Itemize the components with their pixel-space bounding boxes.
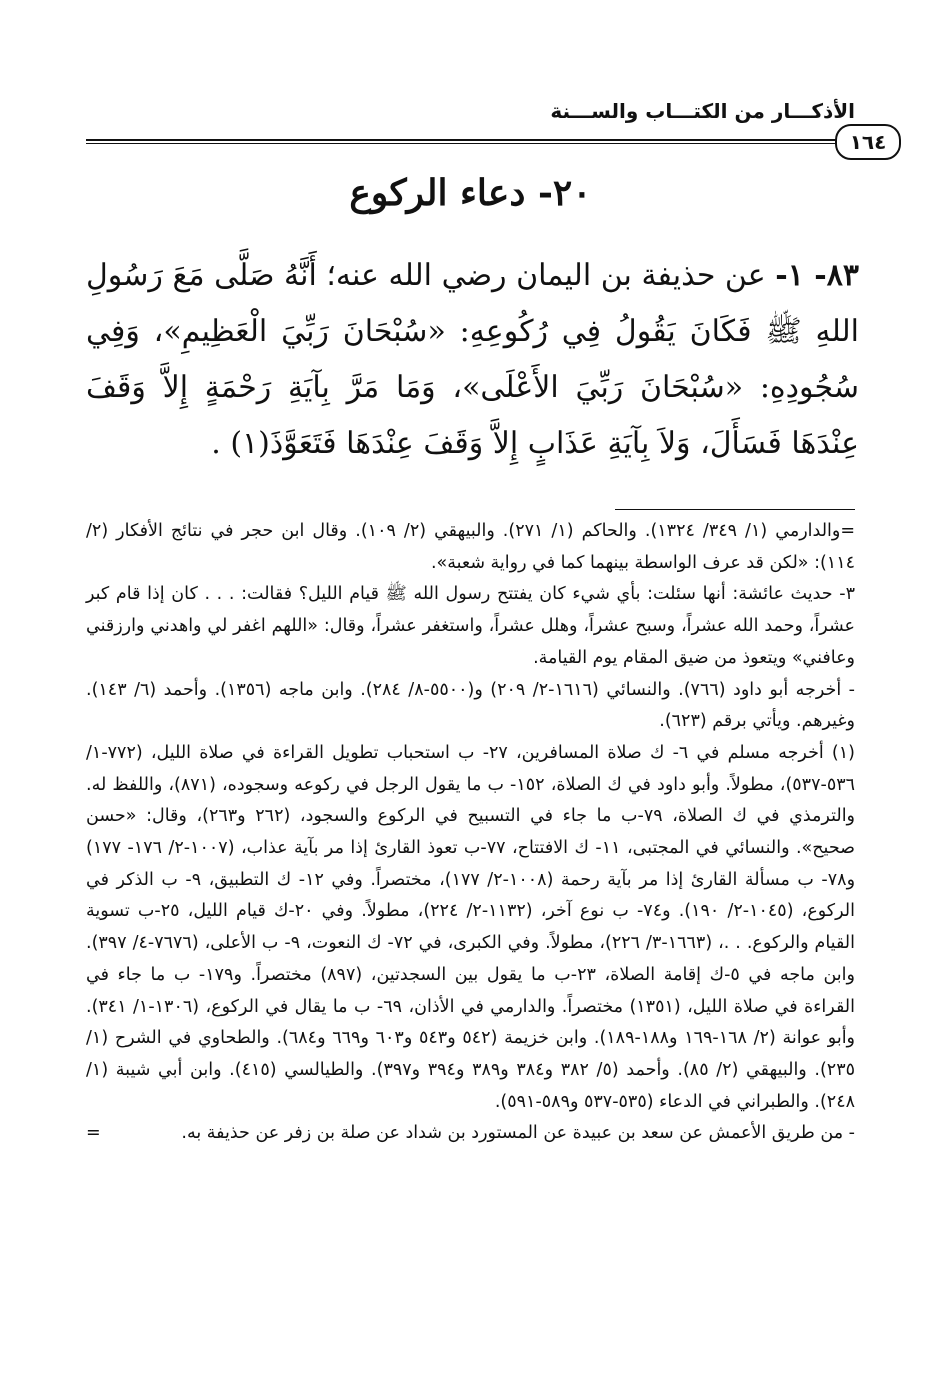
page-number: ١٦٤ <box>835 124 901 160</box>
header-rule-thin <box>86 143 841 144</box>
footnote-continuation: =والدارمي (١/ ٣٤٩/ ١٣٢٤). والحاكم (١/ ٢٧١). والبيهقي (٢/ ١٠٩). وقال ابن حجر في نتائج الأفكار (٢/ ١١٤): «لكن قد عرف الواسطة بينهما كما في رواية شعبة». <box>86 521 855 573</box>
footnote-chain: - من طريق الأعمش عن سعد بن عبيدة عن المستورد بن شداد عن صلة بن زفر عن حذيفة به. <box>181 1123 855 1144</box>
footnote-1: (١) أخرجه مسلم في ٦- ك صلاة المسافرين، ٢٧- ب استحباب تطويل القراءة في صلاة الليل، (٧٧٢-١/ ٥٣٦-٥٣٧)، مطولاً. وأبو داود في ك الصلاة، ١٥٢- ب ما يقول الرجل في ركوعه وسجوده، (٨٧١)، واللفظ له. والترمذي في ك الصلاة، ٧٩-ب ما جاء في التسبيح في الركوع والسجود، (٢٦٢ و٢٦٣)، وقال: «حسن صحيح». والنسائي في المجتبى، ١١- ك الافتتاح، ٧٧-ب تعوذ القارئ إذا مر بآية عذاب، (١٠٠٧-٢/ ١٧٦- ١٧٧) و٧٨- ب مسألة القارئ إذا مر بآية رحمة (١٠٠٨-٢/ ١٧٧)، مختصراً. وفي ١٢- ك التطبيق، ٩- ب الذكر في الركوع، (١٠٤٥-٢/ ١٩٠). و٧٤- ب نوع آخر، (١١٣٢-٢/ ٢٢٤)، مطولاً. وفي ٢٠-ك قيام الليل، ٢٥-ب تسوية القيام والركوع. . .، (١٦٦٣-٣/ ٢٢٦)، مطولاً. وفي الكبرى، في ٧٢- ك النعوت، ٩- ب الأعلى، (٧٦٧٦-٤/ ٣٩٧). وابن ماجه في ٥-ك إقامة الصلاة، ٢٣-ب ما يقول بين السجدتين، (٨٩٧) مختصراً. و١٧٩- ب ما جاء في القراءة في صلاة الليل، (١٣٥١) مختصراً. والدارمي في الأذان، ٦٩- ب ما يقال في الركوع، (١٣٠٦-١/ ٣٤١). وأبو عوانة (٢/ ١٦٨-١٦٩ و١٨٨-١٨٩). وابن خزيمة (٥٤٢ و٥٤٣ و٦٠٣ و٦٦٩ و٦٨٤). والطحاوي في الشرح (١/ ٢٣٥). والبيهقي (٢/ ٨٥). وأحمد (٥/ ٣٨٢ و٣٨٤ و٣٨٩ و٣٩٤ و٣٩٧). والطيالسي (٤١٥). وابن أبي شيبة (١/ ٢٤٨). والطبراني في الدعاء (٥٣٥-٥٣٧ و٥٨٩-٥٩١). <box>86 742 856 1112</box>
hadith-text: عن حذيفة بن اليمان رضي الله عنه؛ أَنَّهُ صَلَّى مَعَ رَسُولِ اللهِ ﷺ فَكَانَ يَقُولُ فِي رُكُوعِهِ: «سُبْحَانَ رَبِّيَ الْعَظِيمِ»، وَفِي سُجُودِهِ: «سُبْحَانَ رَبِّيَ الأَعْلَى»، وَمَا مَرَّ بِآيَةِ رَحْمَةٍ إِلاَّ وَقَفَ عِنْدَهَا فَسَأَلَ، وَلاَ بِآيَةِ عَذَابٍ إِلاَّ وَقَفَ عِنْدَهَا فَتَعَوَّذَ(١) . <box>86 258 860 461</box>
continuation-mark: = <box>86 1123 101 1144</box>
running-head: الأذكـــار من الكتـــاب والســـنة <box>550 99 855 123</box>
hadith-block <box>86 248 859 472</box>
chapter-title: ٢٠- دعاء الركوع <box>349 172 592 214</box>
footnotes <box>86 516 855 1150</box>
footnote-chain-row <box>86 1118 855 1150</box>
hadith-number: ٨٣- ١- <box>775 258 859 293</box>
footnote-hadith-3: ٣- حديث عائشة: أنها سئلت: بأي شيء كان يفتتح رسول الله ﷺ قيام الليل؟ فقالت: . . . كان إذا قام كبر عشراً، وحمد الله عشراً، وسبح عشراً، وهلل عشراً، واستغفر عشراً، وقال: «اللهم اغفر لي واهدني وارزقني وعافني» ويتعوذ من ضيق المقام يوم القيامة. <box>86 584 855 668</box>
footnote-takhrij: - أخرجه أبو داود (٧٦٦). والنسائي (١٦١٦-٢/ ٢٠٩) و(٥٥٠٠-٨/ ٢٨٤). وابن ماجه (١٣٥٦). وأحمد (٦/ ١٤٣). وغيرهم. ويأتي برقم (٦٢٣). <box>86 679 855 732</box>
footnote-separator <box>615 509 855 510</box>
header-rule <box>86 139 841 141</box>
